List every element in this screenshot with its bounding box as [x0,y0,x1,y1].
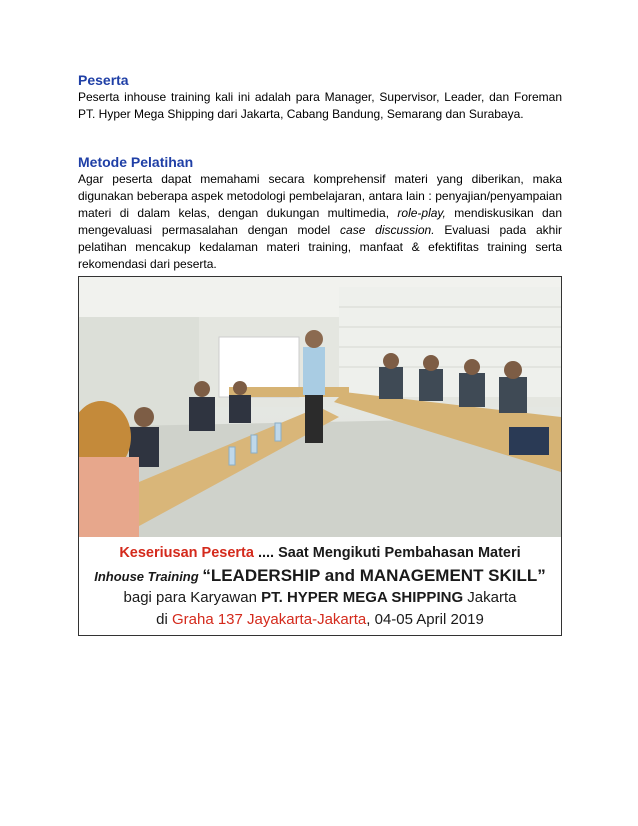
caption-line-1 [79,545,561,561]
paragraph-metode [78,171,562,273]
caption-line3-pre: bagi para Karyawan [123,589,262,606]
section-heading-peserta: Peserta [78,72,129,88]
metode-italic-case: case discussion. [340,223,435,237]
caption-date: , 04-05 April 2019 [366,611,484,628]
metode-text-3: Evaluasi pada akhir pelatihan mencakup kedalaman materi training, manfaat & efektifitas training serta rekomendasi dari peserta. [78,223,562,271]
photo-caption [79,537,561,635]
caption-inhouse: Inhouse Training [94,569,203,584]
training-class-photo [79,277,561,537]
caption-training-title: “LEADERSHIP and MANAGEMENT SKILL” [202,566,546,585]
metode-italic-roleplay: role-play, [397,206,446,220]
caption-line-2 [79,566,561,586]
caption-line-4 [79,611,561,628]
caption-company: PT. HYPER MEGA SHIPPING [261,589,464,606]
metode-text-2: mendiskusikan dan mengevaluasi permasalahan dengan model [78,206,563,237]
caption-venue: Graha 137 Jayakarta-Jakarta [171,611,367,628]
metode-text-1: Agar peserta dapat memahami secara komprehensif materi yang diberikan, maka digunakan beberapa aspek metodologi pembelajaran, antara lain : penyajian/penyampaian materi di dalam kelas, dengan dukungan multimedia, [78,172,562,220]
training-room-illustration [79,277,561,537]
caption-line1-rest: .... Saat Mengikuti Pembahasan Materi [253,545,521,561]
caption-line-3 [79,589,561,606]
section-heading-metode: Metode Pelatihan [78,154,194,170]
paragraph-peserta: Peserta inhouse training kali ini adalah para Manager, Supervisor, Leader, dan Foreman PT. Hyper Mega Shipping dari Jakarta, Cabang Bandung, Semarang dan Surabaya. [78,90,562,121]
caption-keseriusan: Keseriusan Peserta [119,545,254,561]
caption-line4-pre: di [156,611,172,628]
photo-frame [78,276,562,636]
caption-line3-post: Jakarta [463,589,517,606]
